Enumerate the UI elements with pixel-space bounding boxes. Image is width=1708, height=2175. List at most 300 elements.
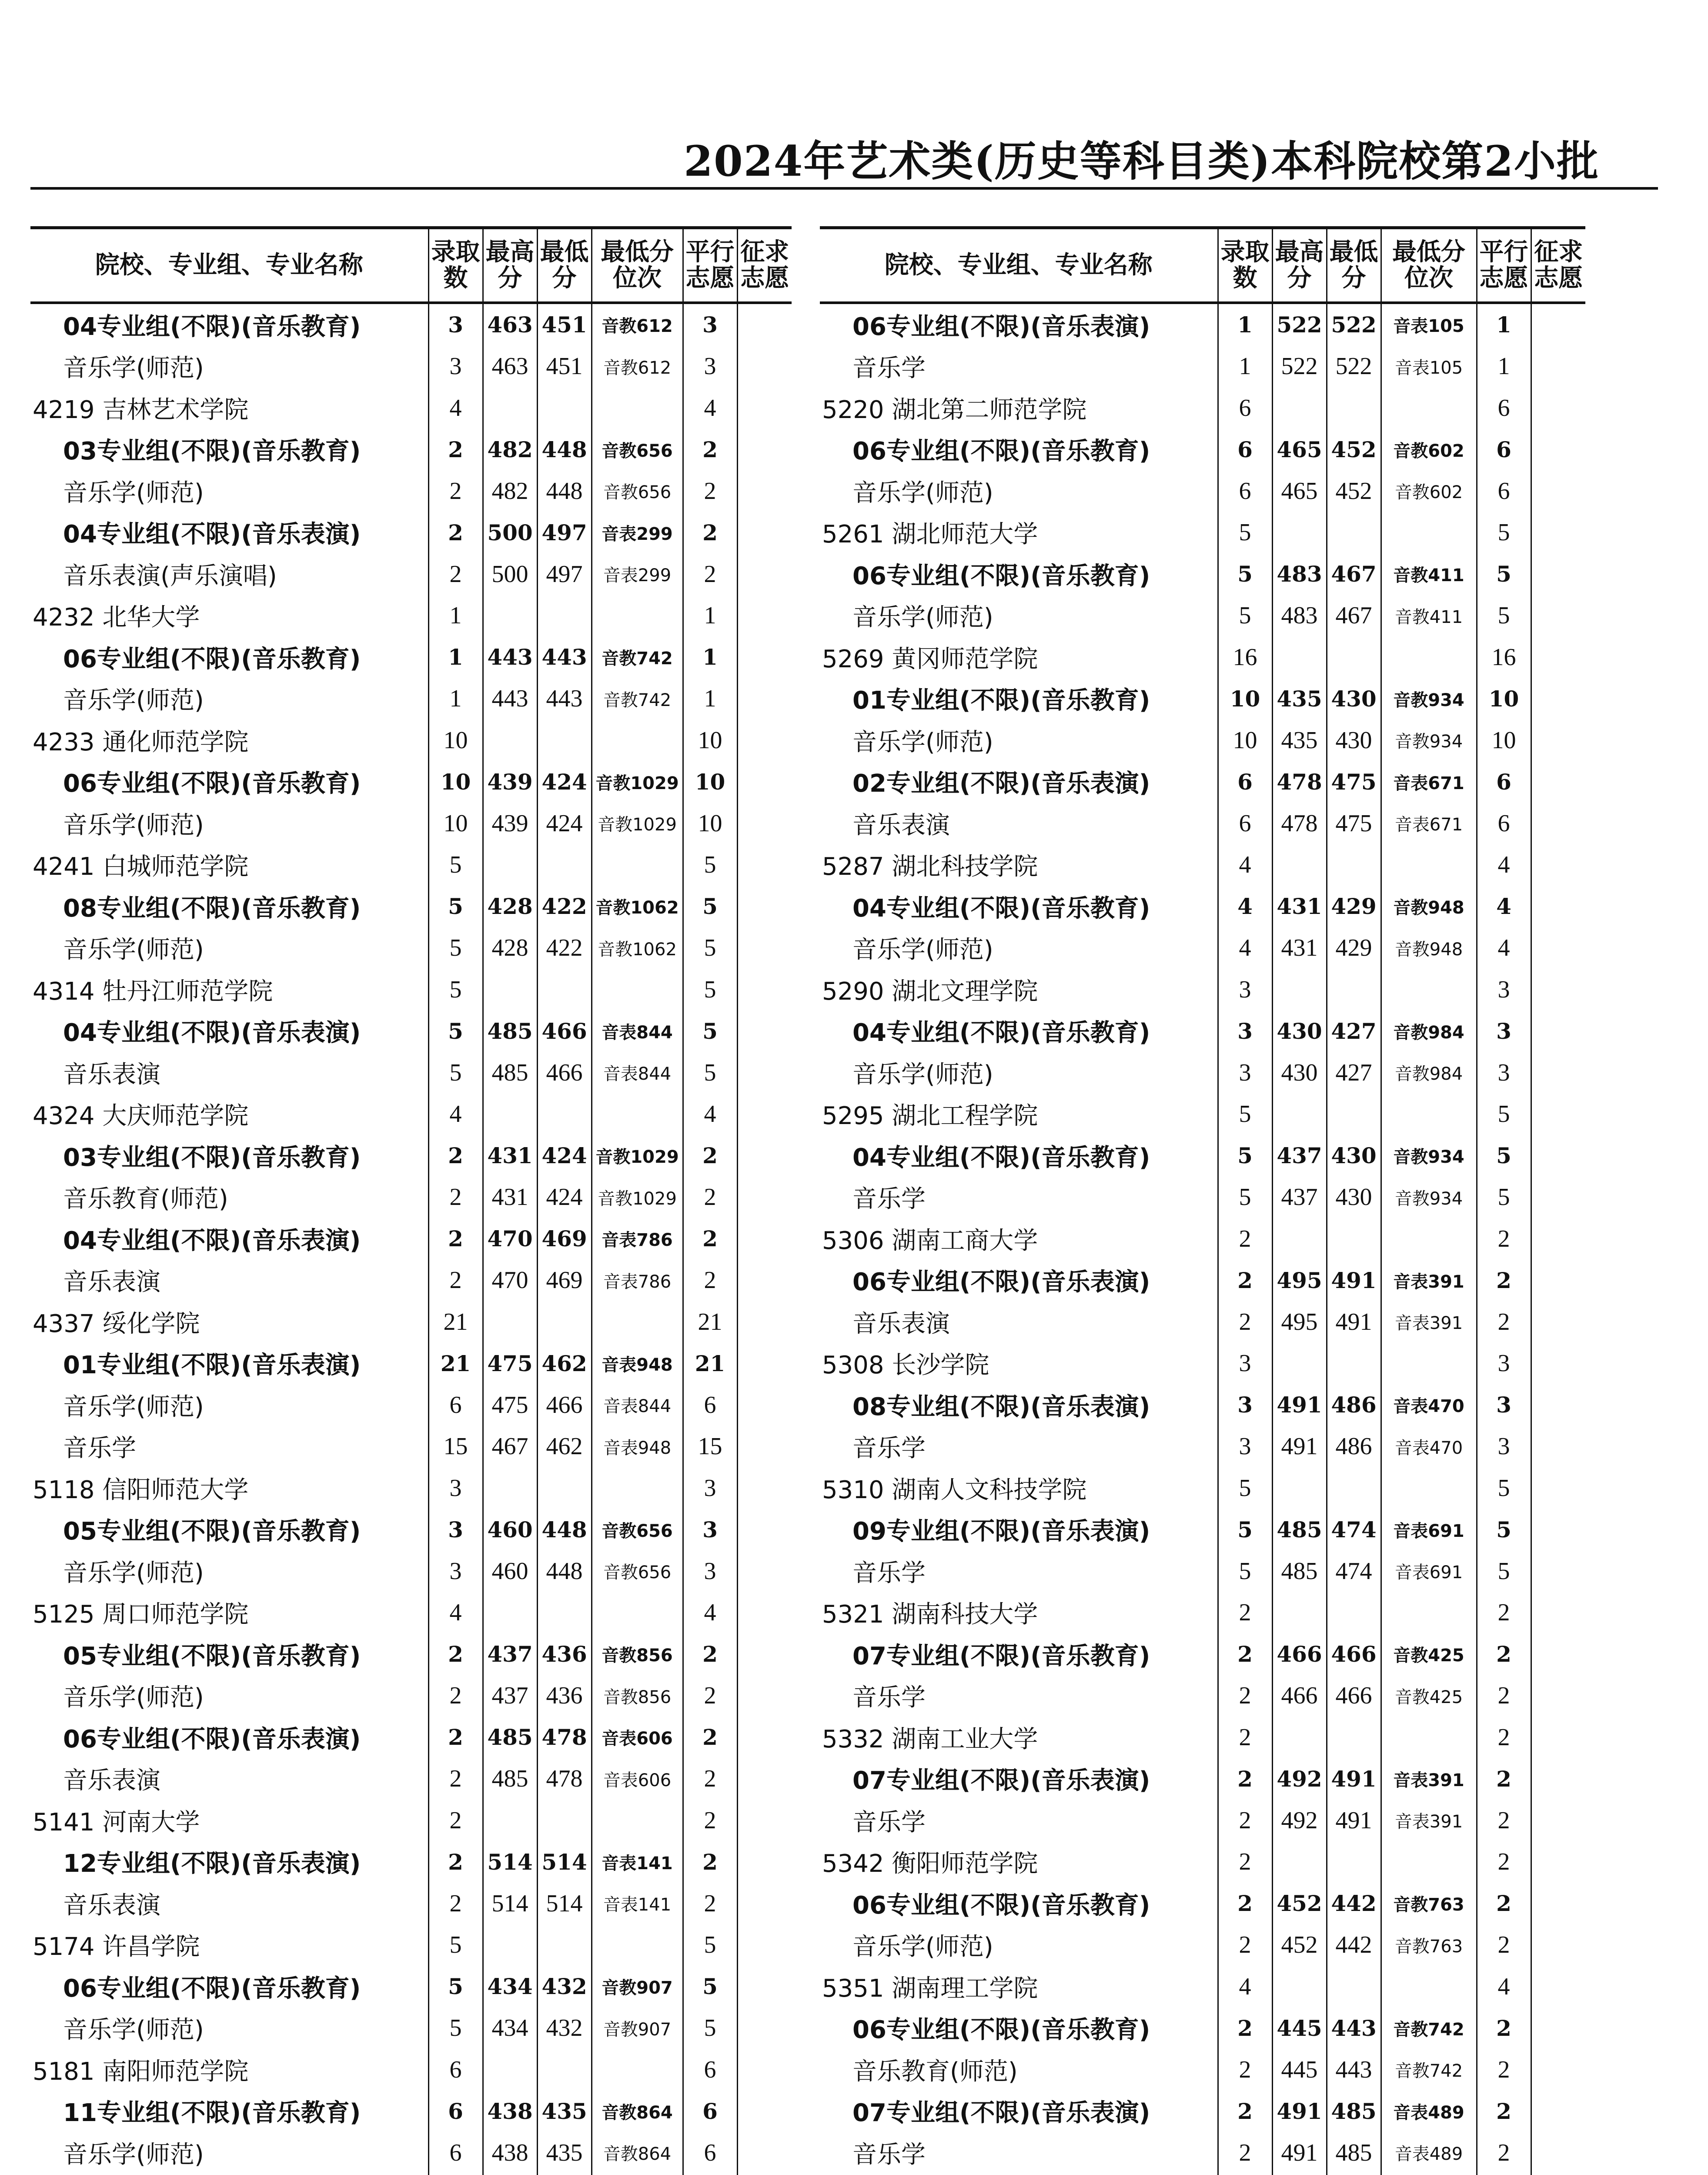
max-score-cell: 514 <box>483 1841 537 1883</box>
min-rank-cell: 音教612 <box>592 303 683 346</box>
min-score-cell <box>537 2174 592 2175</box>
parallel-cell: 3 <box>1477 1052 1531 1094</box>
max-score-cell <box>483 387 537 429</box>
parallel-cell: 6 <box>683 1384 737 1426</box>
count-cell: 2 <box>1218 1633 1272 1675</box>
parallel-cell: 5 <box>1477 595 1531 637</box>
min-score-cell: 448 <box>537 1509 592 1551</box>
major-row <box>30 1675 792 1717</box>
min-score-cell: 485 <box>1327 2132 1381 2174</box>
count-cell: 4 <box>428 1094 483 1135</box>
name-cell: 5125 周口师范学院 <box>33 1600 249 1629</box>
parallel-cell: 2 <box>683 470 737 512</box>
solicit-cell <box>1531 2049 1585 2091</box>
solicit-cell <box>1531 1343 1585 1385</box>
count-cell: 6 <box>1218 429 1272 471</box>
parallel-cell: 2 <box>683 512 737 554</box>
parallel-cell: 3 <box>1477 969 1531 1011</box>
school-row <box>820 969 1585 1011</box>
parallel-cell: 2 <box>683 1260 737 1302</box>
solicit-cell <box>1531 429 1585 471</box>
solicit-cell <box>1531 803 1585 844</box>
count-cell: 6 <box>428 2049 483 2091</box>
parallel-cell: 2 <box>1477 2008 1531 2049</box>
count-cell: 2 <box>428 1841 483 1883</box>
min-rank-cell: 音教1029 <box>592 803 683 844</box>
name-cell: 07专业组(不限)(音乐表演) <box>852 1767 1150 1795</box>
name-cell: 音乐学 <box>852 1559 926 1587</box>
solicit-cell <box>737 1135 792 1177</box>
min-score-cell: 485 <box>1327 2091 1381 2132</box>
min-score-cell: 467 <box>1327 595 1381 637</box>
count-cell: 3 <box>1218 969 1272 1011</box>
major-row <box>30 1177 792 1218</box>
min-score-cell <box>1327 969 1381 1011</box>
max-score-cell: 452 <box>1272 1883 1327 1924</box>
count-cell: 1 <box>428 678 483 720</box>
min-rank-cell <box>592 1301 683 1343</box>
solicit-cell <box>1531 1717 1585 1758</box>
min-rank-cell: 音教602 <box>1381 429 1477 471</box>
name-cell: 音乐学(师范) <box>852 1060 993 1089</box>
count-cell: 10 <box>1218 678 1272 720</box>
count-cell: 4 <box>1218 1966 1272 2008</box>
min-rank-cell: 音表844 <box>592 1052 683 1094</box>
min-rank-cell: 音教411 <box>1381 595 1477 637</box>
parallel-cell: 5 <box>683 927 737 969</box>
group-row <box>30 512 792 554</box>
min-rank-cell: 音教934 <box>1381 1177 1477 1218</box>
solicit-cell <box>737 1841 792 1883</box>
count-cell: 5 <box>428 2008 483 2049</box>
min-score-cell: 469 <box>537 1218 592 1260</box>
max-score-cell <box>483 2174 537 2175</box>
parallel-cell: 5 <box>683 1052 737 1094</box>
parallel-cell: 6 <box>683 2049 737 2091</box>
max-score-cell: 428 <box>483 886 537 927</box>
min-score-cell: 435 <box>537 2132 592 2174</box>
group-row <box>30 1717 792 1758</box>
min-rank-cell: 音表105 <box>1381 303 1477 346</box>
group-row <box>820 2091 1585 2132</box>
solicit-cell <box>737 1426 792 1468</box>
parallel-cell: 5 <box>683 844 737 886</box>
solicit-cell <box>737 1218 792 1260</box>
min-rank-cell <box>592 595 683 637</box>
major-row <box>820 719 1585 761</box>
max-score-cell <box>1272 1467 1327 1509</box>
count-cell: 2 <box>1218 1218 1272 1260</box>
school-row <box>820 844 1585 886</box>
name-cell: 09专业组(不限)(音乐表演) <box>852 1517 1150 1546</box>
solicit-cell <box>1531 346 1585 388</box>
count-cell: 6 <box>1218 470 1272 512</box>
solicit-cell <box>737 1301 792 1343</box>
max-score-cell <box>483 2049 537 2091</box>
parallel-cell: 6 <box>1477 803 1531 844</box>
solicit-cell <box>737 1758 792 1800</box>
name-cell: 音乐学(师范) <box>852 603 993 632</box>
min-rank-cell: 音表948 <box>592 1343 683 1385</box>
solicit-cell <box>737 2132 792 2174</box>
min-score-cell: 522 <box>1327 346 1381 388</box>
min-rank-cell <box>1381 512 1477 554</box>
name-cell: 音乐表演 <box>63 1891 160 1920</box>
count-cell <box>428 2174 483 2175</box>
major-row <box>30 1052 792 1094</box>
min-score-cell: 424 <box>537 761 592 803</box>
min-rank-cell <box>592 969 683 1011</box>
min-score-cell: 432 <box>537 2008 592 2049</box>
max-score-cell <box>1272 969 1327 1011</box>
max-score-cell <box>483 844 537 886</box>
min-score-cell: 442 <box>1327 1924 1381 1966</box>
school-row <box>30 2174 792 2175</box>
max-score-cell: 460 <box>483 1509 537 1551</box>
major-row <box>820 2132 1585 2174</box>
name-cell: 音乐教育(师范) <box>852 2057 1018 2086</box>
school-row <box>30 595 792 637</box>
min-rank-cell: 音教907 <box>592 2008 683 2049</box>
count-cell: 2 <box>1218 1758 1272 1800</box>
count-cell: 2 <box>428 470 483 512</box>
min-rank-cell <box>592 1592 683 1634</box>
min-score-cell <box>1327 1592 1381 1634</box>
group-row <box>820 429 1585 471</box>
parallel-cell: 5 <box>683 1966 737 2008</box>
group-row <box>30 1509 792 1551</box>
max-score-cell <box>1272 2174 1327 2175</box>
name-cell: 音乐学 <box>852 1434 926 1463</box>
min-rank-cell: 音教411 <box>1381 553 1477 595</box>
min-score-cell: 424 <box>537 1135 592 1177</box>
min-rank-cell: 音表391 <box>1381 1758 1477 1800</box>
col-header-name: 院校、专业组、专业名称 <box>30 228 428 303</box>
name-cell: 音乐学(师范) <box>852 936 993 964</box>
max-score-cell: 485 <box>1272 1509 1327 1551</box>
parallel-cell: 6 <box>1477 470 1531 512</box>
solicit-cell <box>1531 761 1585 803</box>
max-score-cell: 465 <box>1272 470 1327 512</box>
max-score-cell: 437 <box>1272 1177 1327 1218</box>
max-score-cell: 478 <box>1272 803 1327 844</box>
min-rank-cell <box>592 2174 683 2175</box>
name-cell: 音乐学(师范) <box>852 728 993 756</box>
parallel-cell: 6 <box>1477 387 1531 429</box>
parallel-cell: 1 <box>1477 346 1531 388</box>
max-score-cell: 438 <box>483 2091 537 2132</box>
parallel-cell: 10 <box>1477 678 1531 720</box>
min-score-cell: 429 <box>1327 886 1381 927</box>
solicit-cell <box>737 678 792 720</box>
solicit-cell <box>737 1052 792 1094</box>
min-rank-cell: 音教742 <box>592 636 683 678</box>
name-cell: 5321 湖南科技大学 <box>822 1600 1038 1629</box>
name-cell: 08专业组(不限)(音乐表演) <box>852 1392 1150 1421</box>
min-score-cell <box>1327 1717 1381 1758</box>
solicit-cell <box>1531 1633 1585 1675</box>
count-cell: 10 <box>1218 719 1272 761</box>
min-rank-cell: 音表391 <box>1381 1800 1477 1841</box>
col-header-parallel: 平行 志愿 <box>683 228 737 303</box>
min-score-cell: 462 <box>537 1426 592 1468</box>
min-rank-cell <box>1381 1343 1477 1385</box>
solicit-cell <box>1531 2008 1585 2049</box>
count-cell: 5 <box>1218 1509 1272 1551</box>
name-cell: 音乐学(师范) <box>63 1392 204 1421</box>
group-row <box>30 303 792 346</box>
solicit-cell <box>737 1467 792 1509</box>
group-row <box>820 1260 1585 1302</box>
parallel-cell: 2 <box>683 429 737 471</box>
col-header-max: 最高 分 <box>1272 228 1327 303</box>
parallel-cell: 5 <box>1477 512 1531 554</box>
min-rank-cell <box>1381 844 1477 886</box>
major-row <box>30 1426 792 1468</box>
parallel-cell: 3 <box>1477 1426 1531 1468</box>
min-score-cell: 478 <box>537 1717 592 1758</box>
max-score-cell <box>483 1094 537 1135</box>
group-row <box>820 2008 1585 2049</box>
major-row <box>30 2132 792 2174</box>
min-rank-cell: 音教742 <box>1381 2049 1477 2091</box>
solicit-cell <box>1531 595 1585 637</box>
max-score-cell: 460 <box>483 1550 537 1592</box>
school-row <box>820 2174 1585 2175</box>
min-rank-cell: 音表948 <box>592 1426 683 1468</box>
min-rank-cell <box>592 1467 683 1509</box>
solicit-cell <box>737 886 792 927</box>
name-cell: 04专业组(不限)(音乐表演) <box>63 1226 361 1255</box>
solicit-cell <box>737 844 792 886</box>
min-rank-cell: 音表691 <box>1381 1550 1477 1592</box>
name-cell: 音乐学 <box>852 2140 926 2169</box>
major-row <box>30 346 792 388</box>
name-cell: 5220 湖北第二师范学院 <box>822 395 1087 424</box>
parallel-cell: 5 <box>1477 1135 1531 1177</box>
max-score-cell <box>483 1467 537 1509</box>
min-rank-cell: 音教656 <box>592 1550 683 1592</box>
name-cell: 07专业组(不限)(音乐教育) <box>852 1642 1150 1670</box>
parallel-cell: 5 <box>683 2008 737 2049</box>
count-cell: 15 <box>428 1426 483 1468</box>
max-score-cell <box>1272 1592 1327 1634</box>
min-rank-cell: 音教763 <box>1381 1883 1477 1924</box>
count-cell: 2 <box>1218 2091 1272 2132</box>
solicit-cell <box>737 346 792 388</box>
min-score-cell: 448 <box>537 429 592 471</box>
max-score-cell <box>1272 636 1327 678</box>
min-score-cell: 475 <box>1327 803 1381 844</box>
count-cell: 16 <box>1218 636 1272 678</box>
max-score-cell: 492 <box>1272 1758 1327 1800</box>
min-score-cell <box>1327 1094 1381 1135</box>
parallel-cell: 2 <box>683 1633 737 1675</box>
name-cell: 01专业组(不限)(音乐表演) <box>63 1351 361 1380</box>
name-cell: 音乐学(师范) <box>63 354 204 383</box>
name-cell: 音乐学(师范) <box>63 2016 204 2044</box>
solicit-cell <box>1531 719 1585 761</box>
min-rank-cell: 音表844 <box>592 1384 683 1426</box>
min-score-cell <box>537 1924 592 1966</box>
name-cell: 4314 牡丹江师范学院 <box>33 977 273 1006</box>
min-rank-cell: 音教856 <box>592 1633 683 1675</box>
min-score-cell: 466 <box>537 1011 592 1052</box>
min-rank-cell: 音教934 <box>1381 719 1477 761</box>
solicit-cell <box>737 969 792 1011</box>
count-cell: 5 <box>1218 1094 1272 1135</box>
min-score-cell: 443 <box>537 678 592 720</box>
school-row <box>820 1592 1585 1634</box>
max-score-cell <box>483 719 537 761</box>
name-cell: 音乐学 <box>852 1185 926 1214</box>
count-cell: 2 <box>428 1675 483 1717</box>
min-score-cell: 429 <box>1327 927 1381 969</box>
solicit-cell <box>737 1509 792 1551</box>
name-cell: 4241 白城师范学院 <box>33 853 249 881</box>
min-rank-cell: 音表391 <box>1381 1301 1477 1343</box>
school-row <box>30 1592 792 1634</box>
count-cell: 5 <box>1218 1135 1272 1177</box>
solicit-cell <box>1531 1301 1585 1343</box>
count-cell: 5 <box>428 886 483 927</box>
count-cell: 5 <box>428 1966 483 2008</box>
min-score-cell <box>537 387 592 429</box>
count-cell: 4 <box>428 387 483 429</box>
count-cell: 2 <box>1218 2132 1272 2174</box>
max-score-cell: 485 <box>483 1717 537 1758</box>
min-score-cell: 432 <box>537 1966 592 2008</box>
major-row <box>820 346 1585 388</box>
min-score-cell: 443 <box>1327 2049 1381 2091</box>
min-score-cell <box>537 595 592 637</box>
name-cell: 06专业组(不限)(音乐教育) <box>852 2016 1150 2044</box>
max-score-cell: 431 <box>483 1177 537 1218</box>
name-cell: 5118 信阳师范大学 <box>33 1476 249 1504</box>
min-rank-cell: 音表470 <box>1381 1426 1477 1468</box>
max-score-cell: 437 <box>483 1675 537 1717</box>
max-score-cell <box>1272 387 1327 429</box>
parallel-cell: 2 <box>683 1218 737 1260</box>
col-header-count: 录取 数 <box>1218 228 1272 303</box>
name-cell: 06专业组(不限)(音乐表演) <box>852 312 1150 341</box>
count-cell: 2 <box>1218 1924 1272 1966</box>
count-cell: 2 <box>428 1135 483 1177</box>
solicit-cell <box>737 470 792 512</box>
max-score-cell: 522 <box>1272 303 1327 346</box>
min-rank-cell: 音教934 <box>1381 678 1477 720</box>
max-score-cell: 483 <box>1272 553 1327 595</box>
count-cell: 4 <box>1218 844 1272 886</box>
solicit-cell <box>737 927 792 969</box>
count-cell: 6 <box>428 2132 483 2174</box>
major-row <box>820 595 1585 637</box>
min-score-cell: 452 <box>1327 429 1381 471</box>
min-rank-cell <box>592 1924 683 1966</box>
max-score-cell: 437 <box>1272 1135 1327 1177</box>
max-score-cell: 491 <box>1272 1384 1327 1426</box>
min-score-cell: 448 <box>537 470 592 512</box>
min-score-cell: 474 <box>1327 1509 1381 1551</box>
max-score-cell: 475 <box>483 1384 537 1426</box>
count-cell: 4 <box>428 1592 483 1634</box>
school-row <box>820 387 1585 429</box>
min-rank-cell: 音表671 <box>1381 803 1477 844</box>
min-rank-cell: 音表671 <box>1381 761 1477 803</box>
max-score-cell: 485 <box>1272 1550 1327 1592</box>
min-rank-cell: 音教656 <box>592 1509 683 1551</box>
school-row <box>30 719 792 761</box>
solicit-cell <box>737 2091 792 2132</box>
col-header-min: 最低 分 <box>1327 228 1381 303</box>
count-cell: 5 <box>428 1924 483 1966</box>
group-row <box>30 1135 792 1177</box>
group-row <box>820 886 1585 927</box>
name-cell: 音乐表演 <box>63 1268 160 1297</box>
name-cell: 5287 湖北科技学院 <box>822 853 1038 881</box>
group-row <box>30 1011 792 1052</box>
count-cell: 2 <box>1218 1301 1272 1343</box>
min-rank-cell: 音教425 <box>1381 1633 1477 1675</box>
parallel-cell: 1 <box>683 636 737 678</box>
group-row <box>820 1509 1585 1551</box>
count-cell: 2 <box>1218 1260 1272 1302</box>
parallel-cell: 21 <box>683 1343 737 1385</box>
min-rank-cell: 音教742 <box>592 678 683 720</box>
min-score-cell: 474 <box>1327 1550 1381 1592</box>
name-cell: 音乐学 <box>63 1434 136 1463</box>
parallel-cell: 4 <box>1477 886 1531 927</box>
solicit-cell <box>1531 2091 1585 2132</box>
parallel-cell: 2 <box>683 1841 737 1883</box>
count-cell: 2 <box>428 1177 483 1218</box>
solicit-cell <box>1531 1883 1585 1924</box>
min-score-cell: 436 <box>537 1675 592 1717</box>
name-cell: 音乐表演 <box>63 1060 160 1089</box>
min-rank-cell: 音教934 <box>1381 1135 1477 1177</box>
count-cell: 1 <box>1218 346 1272 388</box>
name-cell: 12专业组(不限)(音乐表演) <box>63 1850 361 1878</box>
name-cell: 06专业组(不限)(音乐教育) <box>63 770 361 798</box>
min-score-cell <box>537 719 592 761</box>
min-score-cell: 448 <box>537 1550 592 1592</box>
parallel-cell: 2 <box>683 1135 737 1177</box>
name-cell: 03专业组(不限)(音乐教育) <box>63 1143 361 1172</box>
group-row <box>820 1384 1585 1426</box>
name-cell: 03专业组(不限)(音乐教育) <box>63 437 361 466</box>
solicit-cell <box>1531 1218 1585 1260</box>
name-cell: 05专业组(不限)(音乐教育) <box>63 1642 361 1670</box>
solicit-cell <box>1531 1135 1585 1177</box>
name-cell: 5269 黄冈师范学院 <box>822 645 1038 673</box>
min-score-cell <box>537 1800 592 1841</box>
parallel-cell: 2 <box>1477 1675 1531 1717</box>
min-rank-cell: 音表391 <box>1381 1260 1477 1302</box>
min-score-cell <box>1327 512 1381 554</box>
max-score-cell <box>483 1800 537 1841</box>
major-row <box>820 1924 1585 1966</box>
parallel-cell: 2 <box>1477 1800 1531 1841</box>
max-score-cell <box>1272 1966 1327 2008</box>
max-score-cell: 443 <box>483 636 537 678</box>
school-row <box>820 636 1585 678</box>
parallel-cell: 4 <box>1477 927 1531 969</box>
min-rank-cell: 音教763 <box>1381 1924 1477 1966</box>
min-score-cell: 514 <box>537 1841 592 1883</box>
min-score-cell: 491 <box>1327 1800 1381 1841</box>
min-rank-cell <box>1381 969 1477 1011</box>
min-rank-cell: 音表606 <box>592 1717 683 1758</box>
